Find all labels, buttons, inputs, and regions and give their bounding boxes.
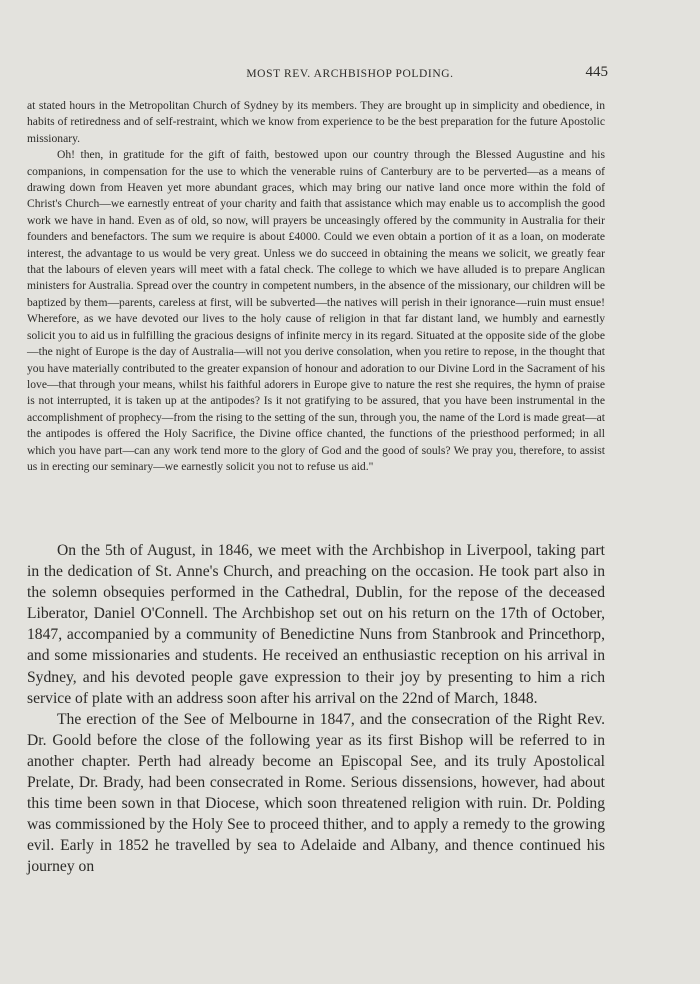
body-paragraph: The erection of the See of Melbourne in 1847, and the consecration of the Right Rev. Dr. Goold before the close of the following year as its first Bishop will be referred to in another chapter. Perth had already become an Episcopal See, and its truly Apostolical Prelate, Dr. Brady, had been consecrated in Rome. Serious dissensions, however, had about this time been sown in that Diocese, which soon threatened religion with ruin. Dr. Polding was commissioned by the Holy See to proceed thither, and to apply a remedy to the growing evil. Early in 1852 he travelled by sea to Adelaide and Albany, and thence continued his journey on (27, 710, 605, 876)
quote-paragraph: at stated hours in the Metropolitan Church of Sydney by its members. They are brought up in simplicity and obedience, in habits of retiredness and of self-restraint, which we know from experience to be the best preparation for the future Apostolic missionary. (27, 99, 605, 145)
quoted-letter (27, 98, 605, 475)
quote-paragraph: Oh! then, in gratitude for the gift of faith, bestowed upon our country through the Blessed Augustine and his companions, in compensation for the use to which the venerable ruins of Canterbury are to be perverted—as a means of drawing down from Heaven yet more abundant graces, which may bring our native land once more within the fold of Christ's Church—we earnestly entreat of your charity and faith that assistance which may enable us to accomplish the good work we have in hand. Even as of old, so now, will prayers be unceasingly offered by the community in Australia for their founders and benefactors. The sum we require is about £4000. Could we even obtain a portion of it as a loan, on moderate interest, the advantage to us would be very great. Unless we do succeed in obtaining the means we solicit, we greatly fear that the labours of eleven years will meet with a fatal check. The college to which we have alluded is to prepare Anglican ministers for Australia. Spread over the country in competent numbers, in the absence of the missionary, our children will be baptized by them—parents, careless at first, will be subverted—the natives will perish in their ignorance—ruin must ensue! Wherefore, as we have devoted our lives to the holy cause of religion in that far distant land, we humbly and earnestly solicit you to aid us in fulfilling the gracious designs of infinite mercy in its regard. Situated at the opposite side of the globe—the night of Europe is the day of Australia—will not you derive consolation, when you retire to repose, in the thought that you have materially contributed to the greater expansion of honour and adoration to our Divine Lord in the Sacrament of his love—that through your means, whilst his faithful adorers in Europe give to nature the rest she requires, the hymn of praise is not interrupted, it is taken up at the antipodes? Is it not gratifying to be assured, that you have been instrumental in the accomplishment of prophecy—from the rising to the setting of the sun, through you, the name of the Lord is made great—at the antipodes is offered the Holy Sacrifice, the Divine office chanted, the functions of the priesthood performed; in all which you have part—can any work tend more to the glory of God and the good of souls? We pray you, therefore, to assist us in erecting our seminary—we earnestly solicit you not to refuse us aid." (27, 148, 605, 473)
running-head: MOST REV. ARCHBISHOP POLDING. (246, 68, 454, 80)
main-text (27, 540, 605, 878)
body-paragraph: On the 5th of August, in 1846, we meet with the Archbishop in Liverpool, taking part in the dedication of St. Anne's Church, and preaching on the occasion. He took part also in the solemn obsequies performed in the Cathedral, Dublin, for the repose of the deceased Liberator, Daniel O'Connell. The Archbishop set out on his return on the 17th of October, 1847, accompanied by a community of Benedictine Nuns from Stanbrook and Princethorp, and some missionaries and students. He received an enthusiastic reception on his arrival in Sydney, and his devoted people gave expression to their joy by presenting to him a rich service of plate with an address soon after his arrival on the 22nd of March, 1848. (27, 542, 605, 707)
page-number: 445 (585, 64, 608, 80)
